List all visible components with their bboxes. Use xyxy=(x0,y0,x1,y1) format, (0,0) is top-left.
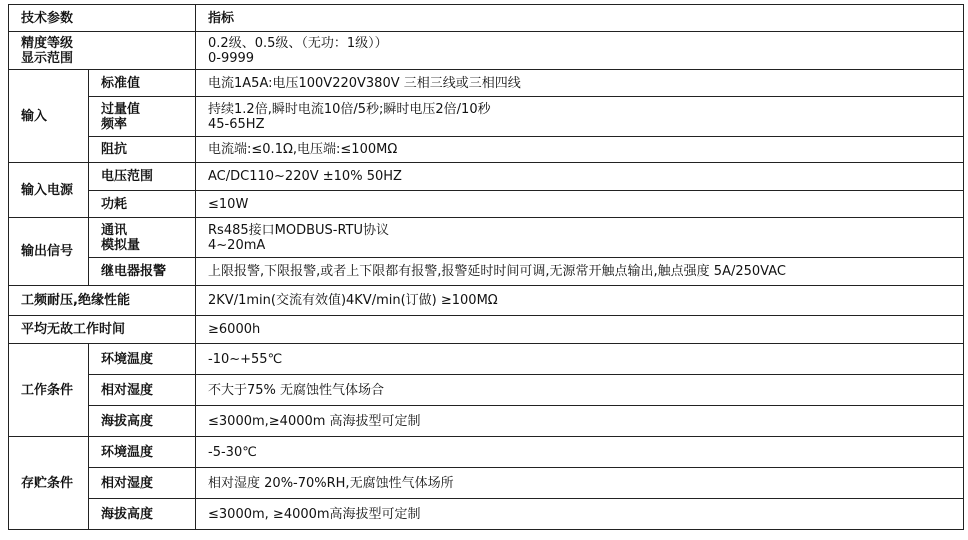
precision-value xyxy=(196,32,964,70)
working-temp-label: 环境温度 xyxy=(89,344,196,375)
output-relay-label: 继电器报警 xyxy=(89,258,196,286)
overload-value-2: 45-65HZ xyxy=(208,116,265,132)
precision-value-2: 0-9999 xyxy=(208,50,255,66)
storage-temp-value: -5-30℃ xyxy=(196,437,964,468)
power-consumption-value: ≤10W xyxy=(196,191,964,218)
working-group-label: 工作条件 xyxy=(9,344,89,437)
comm-value-2: 4~20mA xyxy=(208,237,266,253)
power-group-label: 输入电源 xyxy=(9,163,89,218)
table-row-output-comm xyxy=(9,218,964,258)
output-group-label: 输出信号 xyxy=(9,218,89,286)
table-row-mtbf xyxy=(9,316,964,344)
overload-label-1: 过量值 xyxy=(101,101,141,117)
input-group-label: 输入 xyxy=(9,70,89,163)
table-row-input-overload xyxy=(9,97,964,137)
table-row-power-consumption xyxy=(9,191,964,218)
withstand-value: 2KV/1min(交流有效值)4KV/min(订做) ≥100MΩ xyxy=(196,286,964,316)
output-comm-value xyxy=(196,218,964,258)
power-voltage-value: AC/DC110~220V ±10% 50HZ xyxy=(196,163,964,191)
power-consumption-label: 功耗 xyxy=(89,191,196,218)
spec-table xyxy=(8,4,964,530)
storage-group-label: 存贮条件 xyxy=(9,437,89,530)
working-altitude-value: ≤3000m,≥4000m 高海拔型可定制 xyxy=(196,406,964,437)
input-overload-label xyxy=(89,97,196,137)
withstand-label: 工频耐压,绝缘性能 xyxy=(9,286,196,316)
table-row-precision xyxy=(9,32,964,70)
table-row-working-temp xyxy=(9,344,964,375)
table-row-storage-temp xyxy=(9,437,964,468)
overload-value-1: 持续1.2倍,瞬时电流10倍/5秒;瞬时电压2倍/10秒 xyxy=(208,101,491,117)
table-row-working-humidity xyxy=(9,375,964,406)
precision-label-2: 显示范围 xyxy=(21,50,74,66)
input-standard-value: 电流1A5A:电压100V220V380V 三相三线或三相四线 xyxy=(196,70,964,97)
precision-label xyxy=(9,32,196,70)
working-altitude-label: 海拔高度 xyxy=(89,406,196,437)
comm-value-1: Rs485接口MODBUS-RTU协议 xyxy=(208,222,390,238)
table-row-output-relay xyxy=(9,258,964,286)
precision-label-1: 精度等级 xyxy=(21,35,74,51)
table-row-storage-altitude xyxy=(9,499,964,530)
output-relay-value: 上限报警,下限报警,或者上下限都有报警,报警延时时间可调,无源常开触点输出,触点强度 5A/250VAC xyxy=(196,258,964,286)
input-overload-value xyxy=(196,97,964,137)
table-row-input-impedance xyxy=(9,137,964,163)
storage-humidity-label: 相对湿度 xyxy=(89,468,196,499)
storage-altitude-value: ≤3000m, ≥4000m高海拔型可定制 xyxy=(196,499,964,530)
power-voltage-label: 电压范围 xyxy=(89,163,196,191)
storage-temp-label: 环境温度 xyxy=(89,437,196,468)
output-comm-label xyxy=(89,218,196,258)
mtbf-value: ≥6000h xyxy=(196,316,964,344)
table-row-working-altitude xyxy=(9,406,964,437)
storage-altitude-label: 海拔高度 xyxy=(89,499,196,530)
precision-value-1: 0.2级、0.5级、（无功：1级）） xyxy=(208,35,388,51)
table-row-power-voltage xyxy=(9,163,964,191)
table-row-withstand xyxy=(9,286,964,316)
input-standard-label: 标准值 xyxy=(89,70,196,97)
mtbf-label: 平均无故工作时间 xyxy=(9,316,196,344)
input-impedance-label: 阻抗 xyxy=(89,137,196,163)
working-temp-value: -10~+55℃ xyxy=(196,344,964,375)
table-header-row xyxy=(9,5,964,32)
comm-label-1: 通讯 xyxy=(101,222,128,238)
input-impedance-value: 电流端:≤0.1Ω,电压端:≤100MΩ xyxy=(196,137,964,163)
working-humidity-label: 相对湿度 xyxy=(89,375,196,406)
storage-humidity-value: 相对湿度 20%-70%RH,无腐蚀性气体场所 xyxy=(196,468,964,499)
header-spec: 指标 xyxy=(196,5,964,32)
table-row-input-standard xyxy=(9,70,964,97)
table-row-storage-humidity xyxy=(9,468,964,499)
header-param: 技术参数 xyxy=(9,5,196,32)
working-humidity-value: 不大于75% 无腐蚀性气体场合 xyxy=(196,375,964,406)
comm-label-2: 模拟量 xyxy=(101,237,141,253)
overload-label-2: 频率 xyxy=(101,116,128,132)
